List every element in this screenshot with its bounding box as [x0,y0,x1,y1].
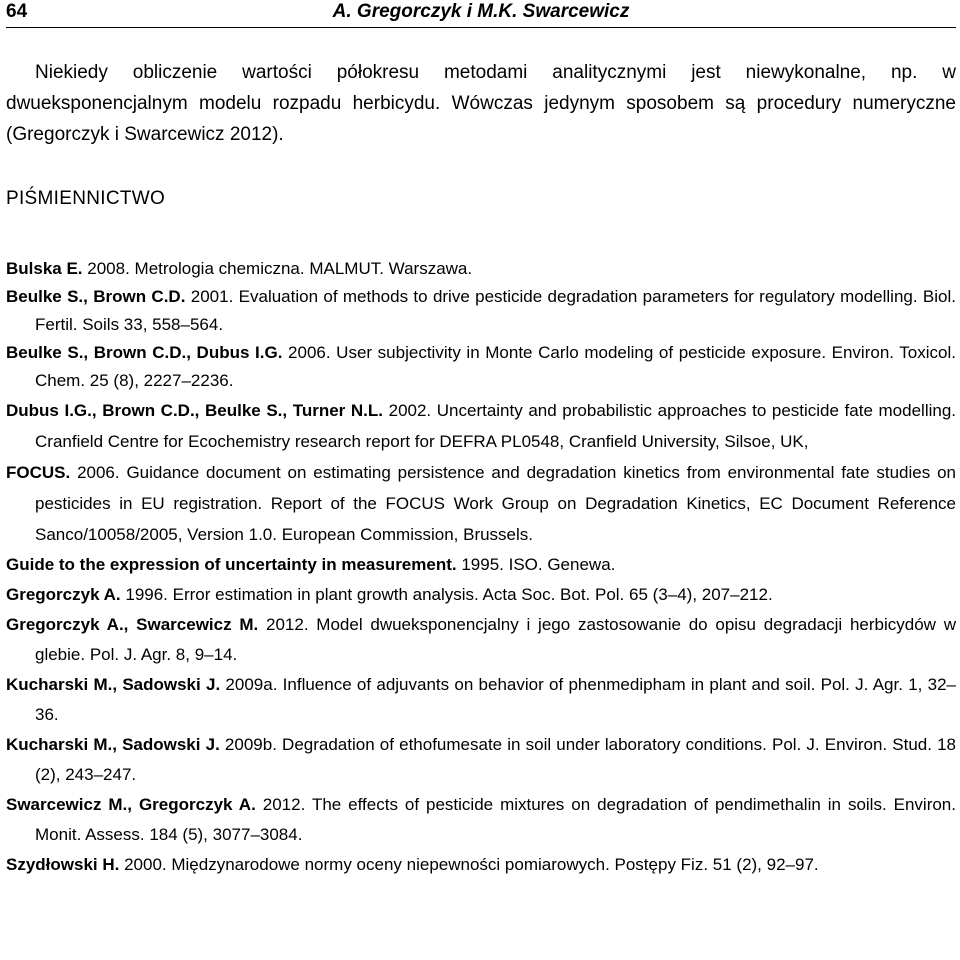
running-title: A. Gregorczyk i M.K. Swarcewicz [332,1,630,22]
reference-details: 2006. Guidance document on estimating persistence and degradation kinetics from environmental fate studies on pesticides in EU registration. Report of the FOCUS Work Group on Degradation Kinetics, EC Document Reference Sanco/10058/2005, Version 1.0. European Commission, Brussels. [35,463,956,544]
reference-authors: Beulke S., Brown C.D., Dubus I.G. [6,343,283,362]
reference-authors: Guide to the expression of uncertainty in measurement. [6,555,457,574]
intro-paragraph [6,57,956,150]
reference-authors: Gregorczyk A. [6,585,121,604]
reference-item [6,283,956,339]
reference-details: 2012. The effects of pesticide mixtures on degradation of pendimethalin in soils. Environ. Monit. Assess. 184 (5), 3077–3084. [35,795,956,844]
reference-item [6,339,956,395]
reference-item [6,850,956,880]
intro-text: Niekiedy obliczenie wartości półokresu metodami analitycznymi jest niewykonalne, np. w dwueksponencjalnym modelu rozpadu herbicydu. Wówczas jedynym sposobem są procedury numeryczne (Gregorczyk i Swarcewicz 2012). [6,62,956,145]
reference-item [6,255,956,283]
reference-details: 2009a. Influence of adjuvants on behavior of phenmedipham in plant and soil. Pol. J. Agr. 1, 32–36. [35,675,956,724]
reference-authors: Bulska E. [6,259,83,278]
reference-item [6,790,956,850]
reference-authors: Kucharski M., Sadowski J. [6,735,220,754]
reference-authors: FOCUS. [6,463,71,482]
reference-authors: Kucharski M., Sadowski J. [6,675,221,694]
page-number: 64 [6,1,28,22]
bibliography-heading: PIŚMIENNICTWO [6,188,166,209]
reference-item [6,580,956,610]
reference-authors: Dubus I.G., Brown C.D., Beulke S., Turner N.L. [6,401,384,420]
reference-item [6,730,956,790]
reference-item [6,457,956,550]
reference-details: 2006. User subjectivity in Monte Carlo modeling of pesticide exposure. Environ. Toxicol. Chem. 25 (8), 2227–2236. [35,343,956,390]
reference-details: 2008. Metrologia chemiczna. MALMUT. Warszawa. [82,259,473,278]
page-header [6,0,956,28]
reference-details: 1995. ISO. Genewa. [456,555,616,574]
reference-item [6,670,956,730]
reference-details: 2012. Model dwueksponencjalny i jego zastosowanie do opisu degradacji herbicydów w glebie. Pol. J. Agr. 8, 9–14. [35,615,956,664]
reference-authors: Gregorczyk A., Swarcewicz M. [6,615,259,634]
reference-details: 2002. Uncertainty and probabilistic approaches to pesticide fate modelling. Cranfield Centre for Ecochemistry research report for DEFRA PL0548, Cranfield University, Silsoe, UK, [35,401,956,451]
reference-details: 1996. Error estimation in plant growth analysis. Acta Soc. Bot. Pol. 65 (3–4), 207–212. [120,585,773,604]
reference-details: 2000. Międzynarodowe normy oceny niepewności pomiarowych. Postępy Fiz. 51 (2), 92–97. [119,855,819,874]
reference-item [6,610,956,670]
reference-details: 2009b. Degradation of ethofumesate in soil under laboratory conditions. Pol. J. Environ. Stud. 18 (2), 243–247. [35,735,956,784]
reference-authors: Beulke S., Brown C.D. [6,287,186,306]
reference-details: 2001. Evaluation of methods to drive pesticide degradation parameters for regulatory modelling. Biol. Fertil. Soils 33, 558–564. [35,287,956,334]
reference-item [6,550,956,580]
reference-authors: Szydłowski H. [6,855,120,874]
reference-list [6,255,956,880]
reference-item [6,395,956,457]
reference-authors: Swarcewicz M., Gregorczyk A. [6,795,256,814]
